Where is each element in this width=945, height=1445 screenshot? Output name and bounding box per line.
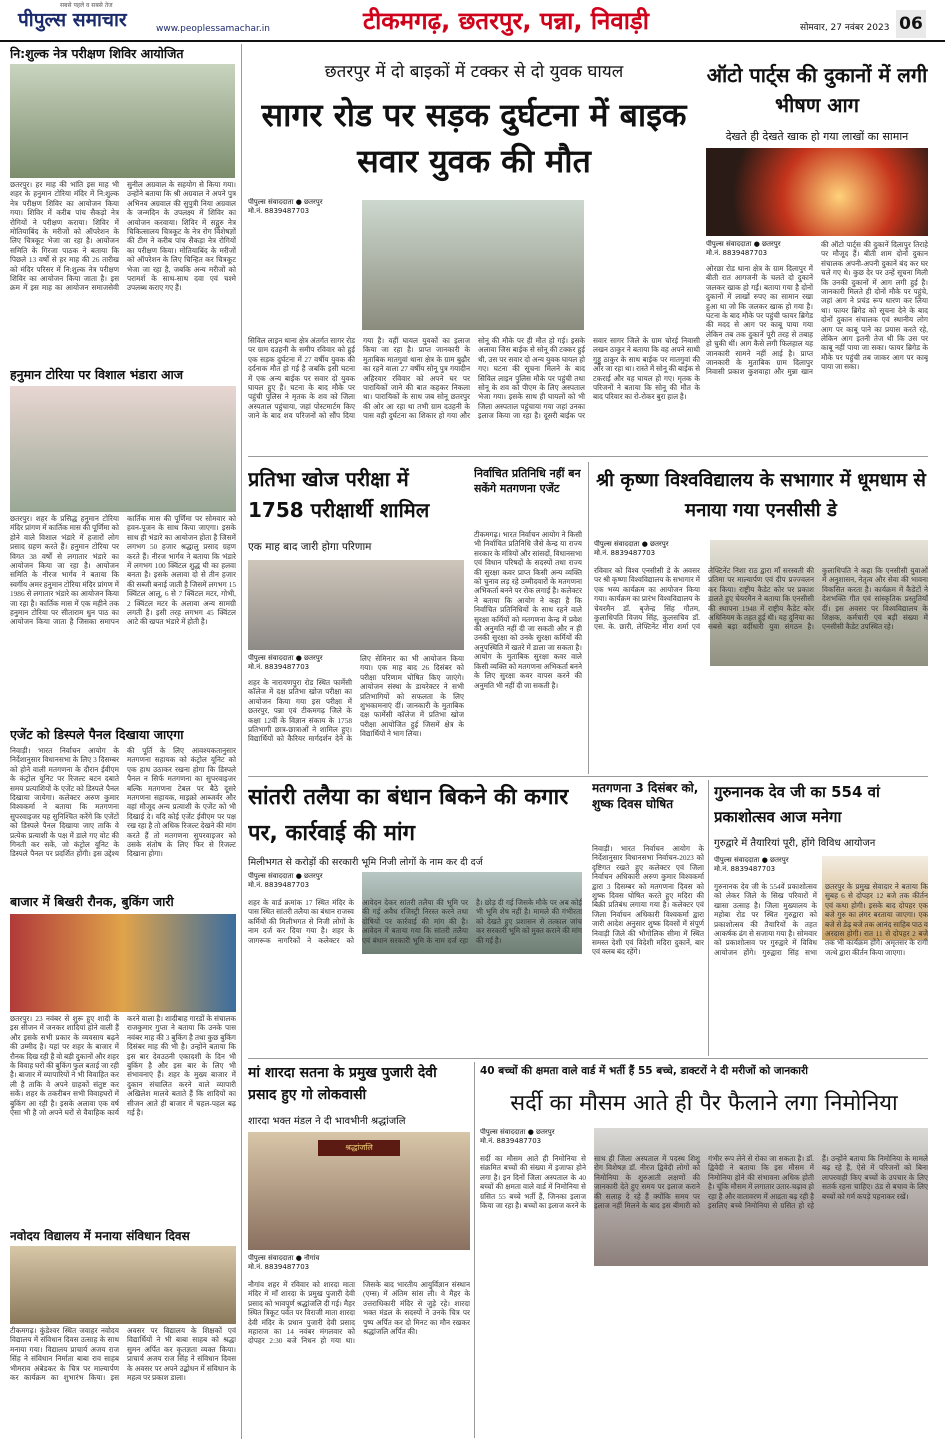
elected-agent-body: टीकमगढ़। भारत निर्वाचन आयोग ने किसी भी निर्वाचित प्रतिनिधि जैसे केन्द्र या राज्य सरकार के मंत्रियों और सांसदों, विधानसभा एवं विधान परिषदों के सदस्यों तथा राज्य की सुरक्षा कवर प्राप्त किसी अन्य व्यक्ति को चुनाव लड़ रहे उम्मीदवारों के मतगणना अभिकर्ता बनने पर रोक लगाई है। कलेक्टर ने बताया कि आयोग ने कहा है कि निर्वाचित प्रतिनिधियों के साथ रहने वाले सुरक्षा कर्मियों को मतगणना केन्द्र में प्रवेश की अनुमति नहीं दी जा सकती और न ही उनकी सुरक्षा को उनके सुरक्षा कर्मियों की अनुपस्थिति में खतरे में डाला जा सकता है। आयोग के मुताबिक सुरक्षा कवर वाले किसी व्यक्ति को मतगणना अभिकर्ता बनने के लिए सुरक्षा कवर वापस करने की अनुमति भी नहीं दी जा सकती है।	[474, 530, 582, 690]
fire-body: ओरछा रोड थाना क्षेत्र के ग्राम दिलापुर में बीती रात आगजनी के चलते दो दुकानें जलकर खाक हो गईं। बताया गया है दोनों दुकानों में लाखों रुपए का सामान रखा हुआ था जो कि जलकर खाक हो गया है। घटना के बाद मौके पर पहुंची फायर ब्रिगेड की मदद से आग पर काबू पाया गया लेकिन तब तक दुकानें पूरी तरह से तबाह हो चुकी थीं। आग कैसे लगी फिलहाल यह जानकारी सामने नहीं आई है। प्राप्त जानकारी के मुताबिक ग्राम दिलापुर निवासी प्रकाश कुशवाहा और मुन्ना खान की ऑटो पार्ट्स की दुकानें दिलापुर तिराहे पर मौजूद हैं। बीती शाम दोनों दुकान संचालक अपनी-अपनी दुकानें बंद कर घर चले गए थे। कुछ देर पर उन्हें सूचना मिली कि उनकी दुकानों में आग लगी हुई है। जानकारी मिलते ही दोनों मौके पर पहुंचे, जहां आग ने प्रचंड रूप धारण कर लिया था। फायर ब्रिगेड को सूचना देने के बाद दोनों दुकान संचालक एवं स्थानीय लोग आग पर काबू पाने का प्रयास करते रहे, लेकिन आग इतनी तेज थी कि उस पर काबू नहीं पाया जा सका। फायर ब्रिगेड के मौके पर पहुंची तब जाकर आग पर काबू पाया जा सका।	[706, 240, 928, 377]
talaiya-headline: सांतरी तलैया का बंधान बिकने की कगार पर, कार्रवाई की मांग	[248, 785, 569, 846]
market-headline: बाजार में बिखरी रौनक, बुकिंग जारी	[10, 894, 174, 909]
agent-display-body: निवाड़ी। भारत निर्वाचन आयोग के निर्देशानुसार विधानसभा के लिए 3 दिसम्बर को होने वाली मतगणना के दौरान ईवीएम के कंट्रोल यूनिट पर रिजल्ट बटन दबाते समय प्रत्याशियों के एजेंट को डिस्पले पैनल दिखाया जायेगा। कलेक्टर अरुण कुमार विश्वकर्मा ने बताया कि मतगणना सुपरवाइजर यह सुनिश्चित करेंगे कि एजेंटों को डिस्पले पैनल दिखाया जाए ताकि वे प्रत्येक प्रत्याशी के पक्ष में डाले गए वोट की गिनती कर सकें, जो कंट्रोल यूनिट के डिस्पले पैनल पर प्रदर्शित होंगी। इस उद्देश्य की पूर्ति के लिए आवश्यकतानुसार मतगणना सहायक को कंट्रोल यूनिट को एक हाथ उठाकर रखना होगा कि डिस्पले पैनल न सिर्फ मतगणना का सुपरवाइजर बल्कि मतगणना टेबल पर बैठे दूसरे मतगणना सहायक, माइक्रो आब्जर्वर और वहां मौजूद अन्य प्रत्याशी के एजेंट को भी दिखाई दे। यदि कोई एजेंट ईवीएम पर पक्ष रख रहा है तो अधिक रिजल्ट देखने की मांग करते हैं तो मतगणना सुपरवाइजर को उसके संतोष के लिए फिर से रिजल्ट दिखाना होगा।	[10, 746, 236, 859]
priest-photo	[248, 1132, 470, 1250]
page-number: 06	[896, 10, 926, 38]
talent-subheadline: एक माह बाद जारी होगा परिणाम	[248, 541, 372, 553]
website-url[interactable]: www.peoplessamachar.in	[156, 24, 270, 34]
talent-photo	[248, 560, 464, 650]
row-divider	[248, 1058, 928, 1059]
eye-camp-headline: नि:शुल्क नेत्र परीक्षण शिविर आयोजित	[10, 46, 184, 61]
dry-day-body: निवाड़ी। भारत निर्वाचन आयोग के निर्देशानुसार विधानसभा निर्वाचन-2023 को दृष्टिगत रखते हुए कलेक्टर एवं जिला निर्वाचन अधिकारी अरुण कुमार विश्वकर्मा द्वारा 3 दिसम्बर को मतगणना दिवस को शुष्क दिवस घोषित करते हुए मदिरा की बिक्री प्रतिबंध लगाया गया है। कलेक्टर एवं जिला निर्वाचन अधिकारी विश्वकर्मा द्वारा जारी आदेश अनुसार शुष्क दिवसों में संपूर्ण निवाड़ी जिले की भौगोलिक सीमा में स्थित समस्त देशी एवं विदेशी मदिरा दुकानें, बार एवं क्लब बंद रहेंगे।	[592, 844, 704, 957]
fire-photo	[706, 148, 928, 236]
district-band: टीकमगढ़, छतरपुर, पन्ना, निवाड़ी	[363, 7, 649, 35]
row-divider	[248, 776, 928, 777]
talaiya-subheadline: मिलीभगत से करोड़ों की सरकारी भूमि निजी लोगों के नाम कर दी दर्ज	[248, 857, 483, 868]
priest-subheadline: शारदा भक्त मंडल ने दी भावभीनी श्रद्धांजलि	[248, 1116, 406, 1127]
navodaya-headline: नवोदय विद्यालय में मनाया संविधान दिवस	[10, 1229, 190, 1243]
priest-byline: पीपुल्स संवाददाता ● नौगांव मो.नं. 8839487703	[248, 1254, 320, 1271]
talent-headline: प्रतिभा खोज परीक्षा में 1758 परीक्षार्थी शामिल	[248, 467, 430, 522]
column-divider	[708, 780, 709, 1056]
pneumonia-byline: पीपुल्स संवाददाता ● छतरपुर मो.नं. 8839487703	[480, 1128, 555, 1145]
accident-headline: सागर रोड पर सड़क दुर्घटना में बाइक सवार युवक की मौत	[261, 96, 687, 180]
bhandara-headline: हनुमान टोरिया पर विशाल भंडारा आज	[10, 367, 184, 382]
talent-body: शहर के नारायणपुरा रोड स्थित फार्मेसी कॉलेज में दक्ष प्रतिभा खोज परीक्षा का आयोजन किया गया इस परीक्षा में छतरपुर, पन्ना एवं टीकमगढ़ जिले के कक्षा 12वीं के विज्ञान संकाय के 1758 प्रतिभागी छात्र-छात्राओं ने शामिल हुए। विद्यार्थियों को कैरियर मार्गदर्शन देने के लिए सेमिनार का भी आयोजन किया गया। एक माह बाद 26 दिसंबर को परीक्षा परिणाम घोषित किए जाएंगे। आयोजन संस्था के डायरेक्टर ने सभी प्रतिभागियों को सफलता के लिए शुभकामनाएं दीं। जानकारी के मुताबिक दक्ष फार्मेसी कॉलेज में प्रतिभा खोज परीक्षा आयोजित हुई जिसमें क्षेत्र के विद्यार्थियों ने भाग लिया।	[248, 654, 464, 744]
accident-kicker: छतरपुर में दो बाइकों में टक्कर से दो युवक घायल	[324, 62, 624, 82]
gurunanak-subheadline: गुरुद्वारे में तैयारियां पूरी, होंगे विविध आयोजन	[714, 838, 876, 849]
pneumonia-kicker: 40 बच्चों की क्षमता वाले वार्ड में भर्ती हैं 55 बच्चे, डाक्टरों ने दी मरीजों को जानकारी	[480, 1065, 808, 1077]
column-divider	[241, 44, 242, 1439]
navodaya-body: टीकमगढ़। कुंडेश्वर स्थित जवाहर नवोदय विद्यालय में संविधान दिवस उत्साह के साथ मनाया गया। विद्यालय प्राचार्य अजय राज सिंह ने संविधान निर्माता बाबा राव साहब भीमराव अंबेडकर के चित्र पर माल्यार्पण कर कार्यक्रम का शुभारंभ किया। इस अवसर पर विद्यालय के शिक्षकों एवं विद्यार्थियों ने भी बाबा साहब को श्रद्धा सुमन अर्पित कर कृतज्ञता व्यक्त किया। प्राचार्य अजय राज सिंह ने संविधान दिवस के अवसर पर अपने उद्बोधन में संविधान के महत्व पर प्रकाश डाला।	[10, 1326, 236, 1383]
fire-byline: पीपुल्स संवाददाता ● छतरपुर मो.नं. 8839487703	[706, 240, 781, 257]
talaiya-byline: पीपुल्स संवाददाता ● छतरपुर मो.नं. 8839487703	[248, 872, 323, 889]
talaiya-body: शहर के वार्ड क्रमांक 17 स्थित मंदिर के पास स्थित सांतरी तलैया का बंधान राजस्व कर्मियों की मिलीभगत से निजी लोगों के नाम दर्ज कर दिया गया है। शहर के जागरूक नागरिकों ने कलेक्टर को आवेदन देकर सांतरी तलैया की भूमि पर की गई अवैध रजिस्ट्री निरस्त करने तथा दोषियों पर कार्रवाई की मांग की है। आवेदन में बताया गया कि सांतरी तलैया एवं बंधान सरकारी भूमि के नाम दर्ज रहा है। छोड़ दी गई जिसके मौके पर अब कोई भी भूमि शेष नहीं है। मामले की गंभीरता को देखते हुए प्रशासन से तत्काल जांच कर सरकारी भूमि को मुक्त कराने की मांग की गई है।	[248, 898, 582, 945]
ncc-byline: पीपुल्स संवाददाता ● छतरपुर मो.नं. 8839487703	[594, 540, 669, 557]
pneumonia-headline: सर्दी का मौसम आते ही पैर फैलाने लगा निमोनिया	[510, 1091, 898, 1116]
market-body: छतरपुर। 23 नवंबर से शुरू हुए शादी के इस सीजन में जनकर शादियां होने वाली हैं और इसके सभी प्रकार के व्यवसाय बढ़ने की उम्मीद है। यहां पर शहर के बाजार में रौनक दिख रही है वो बड़ी दुकानों और शहर के विवाह घरों की बुकिंग फुल बताई जा रही है। बाजार में व्यापारियों ने भी विवाहित कर ली है ताकि वे अपने ग्राहकों संतुष्ट कर सकें। शहर के तकरीबन सभी विवाहघरों में बुकिंग आ रही है। इसके अलावा एक वर्ष ऐसा भी है जो अपने घरों से वैवाहिक कार्य करने वाला है। शादीबाह गारडों के संचालक राजकुमार गुप्ता ने बताया कि उनके पास नवंबर माह की 3 बुकिंग है तथा कुछ बुकिंग दिसंबर माह की भी है। उन्होंने बताया कि इस बार देवउठनी एकादशी के दिन भी बुकिंग है और इस बार के लिए भी संभावनाएं हैं। शहर के मुख्य बाजार में दुकान संचालित करने वाले व्यापारी अखिलेश मालवे बताते हैं कि शादियों का सीजन आते ही बाजार में चहल-पहल बढ़ गई है।	[10, 1014, 236, 1118]
ncc-body: रविवार को विश्व एनसीसी डे के अवसर पर श्री कृष्णा विश्वविद्यालय के सभागार में एक भव्य कार्यक्रम का आयोजन किया गया। कार्यक्रम का प्रारंभ विश्वविद्यालय के चेयरमैन डॉ. बृजेन्द्र सिंह गौतम, कुलाधिपति विजय सिंह, कुलसचिव डॉ. एस. के. छारी, लेफ्टिनेंट मीरा शर्मा एवं लेफ्टिनेंट निशा राठ द्वारा माँ सरस्वती की प्रतिमा पर माल्यार्पण एवं दीप प्रज्ज्वलन कर किया। राष्ट्रीय कैडेट कोर पर प्रकाश डालते हुए चेयरमैन ने बताया कि एनसीसी की स्थापना 1948 में राष्ट्रीय कैडेट कोर अधिनियम के तहत हुई थी। यह दुनिया का सबसे बड़ा वर्दीधारी युवा संगठन है। कुलाधिपति ने कहा कि एनसीसी युवाओं में अनुशासन, नेतृत्व और सेवा की भावना विकसित करता है। कार्यक्रम में कैडेटों ने देशभक्ति गीत एवं सांस्कृतिक प्रस्तुतियाँ दीं। इस अवसर पर विश्वविद्यालय के शिक्षक, कर्मचारी एवं बड़ी संख्या में एनसीसी कैडेट उपस्थित रहे।	[594, 566, 928, 632]
fire-subheadline: देखते ही देखते खाक हो गया लाखों का सामान	[725, 130, 909, 143]
row-divider	[248, 456, 928, 457]
navodaya-photo	[10, 1246, 236, 1324]
dry-day-headline: मतगणना 3 दिसंबर को, शुष्क दिवस घोषित	[592, 781, 699, 811]
gurunanak-byline: पीपुल्स संवाददाता ● छतरपुर मो.नं. 8839487703	[714, 856, 789, 873]
issue-date: सोमवार, 27 नवंबर 2023	[800, 23, 890, 33]
column-divider	[588, 462, 589, 774]
agent-display-headline: एजेंट को डिस्पले पैनल दिखाया जाएगा	[10, 727, 184, 742]
logo-tagline: सबसे पहले व सबसे तेज	[60, 2, 113, 9]
elected-agent-headline: निर्वाचित प्रतिनिधि नहीं बन सकेंगे मतगणना एजेंट	[474, 467, 581, 495]
gurunanak-headline: गुरुनानक देव जी का 554 वां प्रकाशोत्सव आज मनेगा	[714, 783, 880, 826]
eye-camp-body: छतरपुर। हर माह की भांति इस माह भी शहर के हनुमान टोरिया मंदिर में नि:शुल्क नेत्र परीक्षण शिविर का आयोजन किया गया। शिविर में करीब पांच सैकड़ो नेत्र रोगियों ने परीक्षण कराया। शिविर में मोतियाबिंद के मरीजों को ऑपरेशन के लिए चित्रकूट भेजा जा रहा है। आयोजन समिति के गिरजा पाठक ने बताया कि पिछले 13 वर्षों से हर माह की 26 तारीख को मंदिर परिसर में नि:शुल्क नेत्र परीक्षण शिविर का आयोजन किया जाता है। इस क्रम में इस माह का आयोजन समाजसेवी सुनील अग्रवाल के सहयोग से किया गया। उन्होंने बताया कि श्री अग्रवाल ने अपने पुत्र अभिनव अग्रवाल की सुपुत्री निया अग्रवाल के जन्मदिन के उपलक्ष्य में शिविर का आयोजन करवाया। शिविर में सद्गुरु नेत्र चिकित्सालय चित्रकूट के नेत्र रोग विशेषज्ञों की टीम ने करीब पांच सैकड़ा नेत्र रोगियों का परीक्षण किया। मोतियाबिंद के मरीजों को ऑपरेशन के लिए चिन्हित कर चित्रकूट भेजा जा रहा है, जबकि अन्य मरीजों को परामर्श के साथ-साथ दवा एवं चश्मे उपलब्ध कराए गए हैं।	[10, 180, 236, 293]
market-photo	[10, 914, 236, 1012]
masthead	[0, 0, 945, 42]
tribute-banner: श्रद्धांजलि	[318, 1140, 400, 1156]
eye-camp-photo	[10, 64, 235, 178]
column-divider	[474, 1062, 475, 1438]
fire-headline: ऑटो पार्ट्स की दुकानों में लगी भीषण आग	[706, 63, 928, 117]
priest-body: नौगांव शहर में रविवार को शारदा माता मंदिर में माँ शारदा के प्रमुख पुजारी देवी प्रसाद को भावपूर्ण श्रद्धांजलि दी गई। मैहर स्थित त्रिकूट पर्वत पर विराजी माता शारदा देवी मंदिर के प्रधान पुजारी देवी प्रसाद महाराज का 14 नवंबर मंगलवार को दोपहर 2:30 बजे निधन हो गया था। जिसके बाद भारतीय आयुर्विज्ञान संस्थान (एम्स) में अंतिम सांस ली। वे मैहर के उत्तराधिकारी मंदिर से जुड़े रहे। शारदा भक्त मंडल के सदस्यों ने उनके चित्र पर पुष्प अर्पित कर दो मिनट का मौन रखकर श्रद्धांजलि अर्पित की।	[248, 1280, 470, 1346]
gurunanak-body: गुरुनानक देव जी के 554वें प्रकाशोत्सव को लेकर जिले के सिख परिवारों में खासा उत्साह है। जिला मुख्यालय के महोबा रोड पर स्थित गुरुद्वारा को प्रकाशोत्सव की तैयारियों के तहत आकर्षक ढंग से सजाया गया है। सोमवार को प्रकाशोत्सव पर गुरुद्वारे में विविध आयोजन होंगे। गुरुद्वारा सिंह सभा छतरपुर के प्रमुख सेवादार ने बताया कि सुबह 6 से दोपहर 12 बजे तक कीर्तन एवं कथा होगी। इसके बाद दोपहर एक बजे गुरु का लंगर बरताया जाएगा। एक बजे से डेढ़ बजे तक आनंद साहिब पाठ व अरदास होगी। रात 11 से दोपहर 2 बजे तक भी कार्यक्रम होंगे। अमृतसर के रागी जत्थे द्वारा कीर्तन किया जाएगा।	[714, 882, 928, 957]
newspaper-logo[interactable]: पीपुल्स समाचार	[18, 9, 127, 31]
talent-byline: पीपुल्स संवाददाता ● छतरपुर मो.नं. 8839487703	[248, 654, 323, 671]
ncc-headline: श्री कृष्णा विश्वविद्यालय के सभागार में धूमधाम से मनाया गया एनसीसी डे	[596, 470, 926, 521]
bhandara-body: छतरपुर। शहर के प्रसिद्ध हनुमान टोरिया मंदिर प्रांगण में कार्तिक मास की पूर्णिमा को होने वाले विशाल भंडारे में हजारों लोग प्रसाद ग्रहण करते हैं। हनुमान टोरिया पर विगत 38 वर्षों से लगातार भंडारे का आयोजन किया जा रहा है। आयोजन समिति के नीरज भार्गव ने बताया कि स्वर्गीय अमर हनुमान टोरिया मंदिर प्रांगण में 1986 से लगातार भंडारे का आयोजन किया जा रहा है। कार्तिक मास में एक महीने तक हनुमान टोरिया पर सीताराम धुन पाठ का आयोजन किया जाता है जिसका समापन कार्तिक मास की पूर्णिमा पर सोमवार को हवन-पूजन के साथ किया जाएगा। इसके साथ ही भंडारे का आयोजन होता है जिसमें लगभग 50 हजार श्रद्धालु प्रसाद ग्रहण करते हैं। नीरज भार्गव ने बताया कि भंडारे में लगभग 100 क्विंटल शुद्ध घी का हलवा बनता है। इसके अलावा दो से तीन हजार की सब्जी बनाई जाती है जिसमें लगभग 15 क्विंटल आलू, 6 से 7 क्विंटल मटर, गोभी, 2 क्विंटल मटर के अलावा अन्य सामग्री लगती है। इसी तरह लगभग 45 क्विंटल आटे की खपत भंडारे में होती है।	[10, 514, 236, 627]
priest-headline: मां शारदा सतना के प्रमुख पुजारी देवी प्रसाद हुए गो लोकवासी	[248, 1065, 437, 1103]
accident-body: सिविल लाइन थाना क्षेत्र अंतर्गत सागर रोड पर ग्राम दउहनी के समीप रविवार को हुई एक सड़क दुर्घटना में 27 वर्षीय युवक की दर्दनाक मौत हो गई है जबकि इसी घटना में एक अन्य बाईक पर सवार दो युवक घायल हुए हैं। घटना के बाद मौके पर पहुंची पुलिस ने मृतक के शव को जिला अस्पताल पहुंचाया, जहां पोस्टमार्टम किए जाने के बाद शव परिजनों को सौंप दिया गया है। वहीं घायल युवकों का इलाज किया जा रहा है। प्राप्त जानकारी के मुताबिक मातगुवां थाना क्षेत्र के ग्राम बुढ़ौर का रहने वाला 27 वर्षीय सोनू पुत्र गयादीन अहिरवार रविवार को अपने घर पर पारायिकों जाने की बात कहकर निकला था। पारायिकों के साथ जब सोनू छतरपुर की ओर आ रहा था तभी ग्राम दउहनी के पास वही दुर्घटना का शिकार हो गया और सोनू की मौके पर ही मौत हो गई। इसके अलावा जिस बाईक से सोनू की टक्कर हुई थी, उस पर सवार दो अन्य युवक घायल हो गए। घटना की सूचना मिलने के बाद सिविल लाइन पुलिस मौके पर पहुंची तथा सोनू के शव को पीएम के लिए अस्पताल भेजा गया। इसके साथ ही घायलों को भी जिला अस्पताल पहुंचाया गया जहां उनका इलाज किया जा रहा है। दूसरी बाईक पर सवार सागर जिले के ग्राम चोरई निवासी लखन ठाकुर ने बताया कि वह अपने साथी गुड्डू ठाकुर के साथ बाईक पर मातगुवां की ओर जा रहा था। रास्ते में सोनू की बाईक से टकराई और वह घायल हो गए। मृतक के परिजनों ने बताया कि सोनू की मौत के बाद परिवार का रो-रोकर बुरा हाल है।	[248, 336, 700, 421]
bhandara-photo	[10, 386, 236, 512]
pneumonia-body: सर्दी का मौसम आते ही निमोनिया से संक्रमित बच्चों की संख्या में इजाफा होने लगा है। इन दिनों जिला अस्पताल के 40 बच्चों की क्षमता वाले वार्ड में निमोनिया से ग्रसित 55 बच्चे भर्ती हैं, जिनका इलाज किया जा रहा है। बच्चों का इलाज करने के साथ ही जिला अस्पताल में पदस्थ शिशु रोग विशेषज्ञ डॉ. नीरज द्विवेदी लोगों को निमोनिया के शुरुआती लक्षणों की जानकारी देते हुए समय पर इलाज कराने की सलाह दे रहे हैं क्योंकि समय पर इलाज नहीं मिलने के बाद इस बीमारी को गंभीर रूप लेने से रोका जा सकता है। डॉ. द्विवेदी ने बताया कि इस मौसम में निमोनिया होने की संभावना अधिक होती है। चूंकि मौसम में लगातार उतार-चढ़ाव हो रहा है और वातावरण में आद्रता बढ़ रही है इसलिए बच्चे निमोनिया से ग्रसित हो रहे हैं। उन्होंने बताया कि निमोनिया के मामले बढ़ रहे हैं, ऐसे में परिजनों को बिना लापरवाही किए बच्चों के उपचार के लिए सतर्क रहना चाहिए। ठंड से बचाव के लिए बच्चों को गर्म कपड़े पहनाकर रखें।	[480, 1154, 928, 1211]
accident-byline: पीपुल्स संवाददाता ● छतरपुर मो.नं. 8839487703	[248, 198, 323, 215]
